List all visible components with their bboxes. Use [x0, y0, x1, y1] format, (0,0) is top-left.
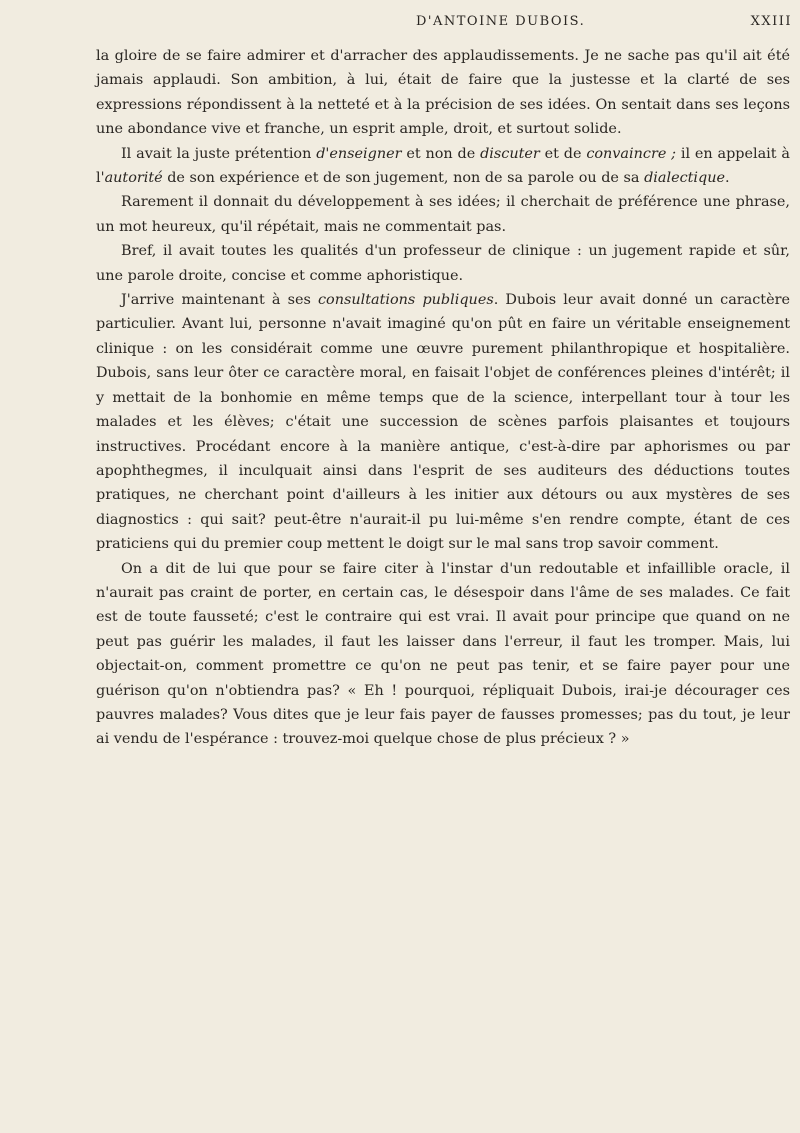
text-run: il en appelait à l'	[96, 145, 790, 187]
text-run: et non de	[401, 145, 481, 162]
italic-run: autorité	[104, 170, 163, 187]
paragraph: Bref, il avait toutes les qualités d'un professeur de clinique : un jugement rapide et sûr, une parole droite, concise et comme aphoristique.	[96, 243, 790, 284]
paragraph: Rarement il donnait du développement à ses idées; il cherchait de préférence une phrase, un mot heureux, qu'il répétait, mais ne commentait pas.	[96, 194, 790, 235]
italic-run: consultations publiques	[318, 292, 494, 309]
text-run: Il avait la juste prétention	[121, 145, 317, 162]
italic-run: discuter	[480, 145, 540, 162]
page-number: XXIII	[750, 14, 792, 29]
page-header	[96, 14, 796, 40]
paragraph: la gloire de se faire admirer et d'arracher des applaudissements. Je ne sache pas qu'il ait été jamais applaudi. Son ambition, à lui, était de faire que la justesse et la clarté de ses expressions répondissent à la netteté et à la précision de ses idées. On sentait dans ses leçons une abondance vive et franche, un esprit ample, droit, et surtout solide.	[96, 48, 790, 138]
body-text	[96, 44, 790, 752]
text-run: J'arrive maintenant à ses	[121, 292, 318, 309]
italic-run: convaincre ;	[586, 145, 677, 162]
italic-run: d'enseigner	[316, 145, 402, 162]
italic-run: dialectique	[644, 170, 726, 187]
running-title: D'ANTOINE DUBOIS.	[416, 14, 586, 29]
text-run: . Dubois leur avait donné un caractère particulier. Avant lui, personne n'avait imaginé qu'on pût en faire un véritable enseignement clinique : on les considérait comme une œuvre purement philanthropique et hospitalière. Dubois, sans leur ôter ce caractère moral, en faisait l'objet de conférences pleines d'intérêt; il y mettait de la bonhomie en même temps que de la science, interpellant tour à tour les malades et les élèves; c'était une succession de scènes parfois plaisantes et toujours instructives. Procédant encore à la manière antique, c'est-à-dire par aphorismes ou par apophthegmes, il inculquait ainsi dans l'esprit de ses auditeurs des déductions toutes pratiques, ne cherchant point d'ailleurs à les initier aux détours ou aux mystères de ses diagnostics : qui sait? peut-être n'aurait-il pu lui-même s'en rendre compte, étant de ces praticiens qui du premier coup mettent le doigt sur le mal sans trop savoir comment.	[96, 292, 791, 553]
text-run: de son expérience et de son jugement, non de sa parole ou de sa	[162, 170, 645, 187]
paragraph: On a dit de lui que pour se faire citer à l'instar d'un redoutable et infaillible oracle, il n'aurait pas craint de porter, en certain cas, le désespoir dans l'âme de ses malades. Ce fait est de toute fausseté; c'est le contraire qui est vrai. Il avait pour principe que quand on ne peut pas guérir les malades, il faut les laisser dans l'erreur, il faut les tromper. Mais, lui objectait-on, comment promettre ce qu'on ne peut pas tenir, et se faire payer pour une guérison qu'on n'obtiendra pas? « Eh ! pourquoi, répliquait Dubois, irai-je décourager ces pauvres malades? Vous dites que je leur fais payer de fausses promesses; pas du tout, je leur ai vendu de l'espérance : trouvez-moi quelque chose de plus précieux ? »	[96, 560, 790, 748]
paragraph	[96, 288, 790, 556]
text-run: .	[725, 170, 730, 187]
text-run: et de	[539, 145, 587, 162]
paragraph	[96, 142, 790, 191]
